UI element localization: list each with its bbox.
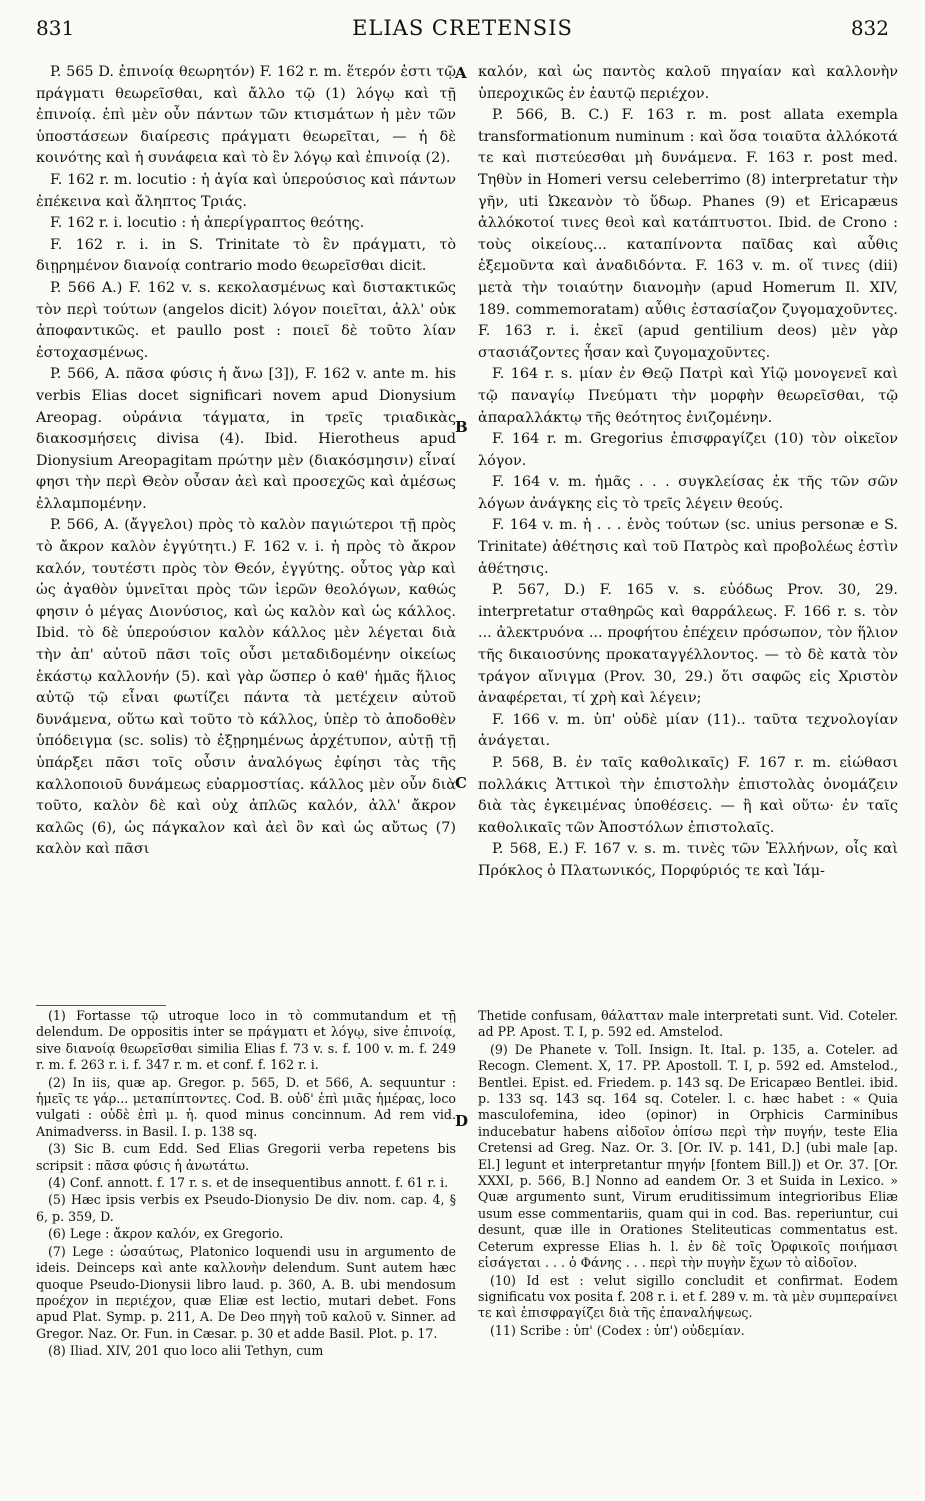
footnote: (1) Fortasse τῷ utroque loco in τὸ commutandum et τῇ delendum. De oppositis inter se πράγματι et λόγῳ, sive ἐπινοίᾳ, sive διανοίᾳ θεωρεῖσθαι similia Elias f. 73 v. s. f. 100 v. m. f. 249 r. m. f. 263 r. i. f. 347 r. m. et conf. f. 162 r. i.: [36, 1008, 456, 1073]
paragraph: καλόν, καὶ ὡς παντὸς καλοῦ πηγαίαν καὶ καλλονὴν ὑπεροχικῶς ἐν ἑαυτῷ περιέχον.: [478, 64, 898, 102]
footnotes-left: [36, 1008, 456, 1493]
paragraph: F. 162 r. i. in S. Trinitate τὸ ἓν πράγματι, τὸ διῃρημένον διανοίᾳ contrario modo θεωρεῖσθαι dicit.: [36, 236, 456, 275]
paragraph: F. 164 r. m. Gregorius ἐπισφραγίζει (10) τὸν οἰκεῖον λόγον.: [478, 431, 898, 469]
page-number-left: 831: [36, 16, 75, 40]
left-text-column: [36, 62, 456, 1000]
footnote: (9) De Phanete v. Toll. Insign. It. Ital. p. 135, a. Coteler. ad Recogn. Clement. X, 17. PP. Apostoll. T. I, p. 592 ed. Amstelod., Bentlei. Epist. ed. Friedem. p. 143 sq. De Ericapæo Bentlei. ibid. p. 133 sq. 143 sq. 164 sq. Coteler. l. c. hæc habet : « Quia masculofemina, ideo (opinor) in Orphicis Carminibus inducebatur habens αἰδοῖον ὀπίσω περὶ τὴν πυγήν, teste Elia Cretensi ad Greg. Naz. Or. 3. [Or. IV. p. 141, D.] (ubi male [ap. El.] legunt et interpretantur πηγήν [fontem Bill.]) et Or. 37. [Or. XXXI, p. 566, B.] Nonno ad eandem Or. 3 et Suida in Lexico. » Quæ argumento sunt, Virum eruditissimum integrioribus Eliæ usum esse commentariis, quam qui in cod. Bas. reperiuntur, cui desunt, quæ ille in Orationes Steliteuticas commentatus est. Ceterum expresse Elias h. l. ἐν δὲ τοῖς Ὀρφικοῖς ποιήμασι εἰσάγεται . . . ὁ Φάνης . . . περὶ τὴν πυγὴν ἔχων τὸ αἰδοῖον.: [478, 1041, 898, 1271]
footnote: (8) Iliad. XIV, 201 quo loco alii Tethyn, cum: [48, 1343, 324, 1359]
margin-marker-b: B: [455, 418, 468, 436]
right-text-column: [478, 62, 898, 1000]
page-number-right: 832: [850, 16, 889, 40]
footnote: (6) Lege : ἄκρον καλόν, ex Gregorio.: [48, 1226, 284, 1242]
footnote: (2) In iis, quæ ap. Gregor. p. 565, D. et 566, A. sequuntur : ἡμεῖς τε γάρ... μεταπίπτοντες. Cod. B. οὐδ' ἐπὶ μιᾶς ἡμέρας, loco vulgati : οὐδὲ ἐπὶ μ. ἡ. quod minus concinnum. Ad rem vid. Animadverss. in Basil. I. p. 138 sq.: [36, 1074, 456, 1139]
footnote: (11) Scribe : ὑπ' (Codex : ὑπ') οὐδεμίαν.: [490, 1322, 745, 1338]
paragraph: P. 567, D.) F. 165 v. s. εὐόδως Prov. 30, 29. interpretatur σταθηρῶς καὶ θαρράλεως. F. 166 r. s. τὸν ... ἀλεκτρυόνα ... προφήτου ἐπέχειν πρόσωπον, τὸν ἥλιον τῆς δικαιοσύνης προκαταγγέλλοντος. — τὸ δὲ κατὰ τὸν τράγον αἴνιγμα (Prov. 30, 29.) ὅτι σαφῶς εἰς Χριστὸν ἀναφέρεται, τί χρὴ καὶ λέγειν;: [478, 582, 898, 707]
paragraph: F. 164 v. m. ἡμᾶς . . . συγκλείσας ἐκ τῆς τῶν σῶν λόγων ἀνάγκης εἰς τὸ τρεῖς λέγειν θεούς.: [478, 474, 898, 512]
footnotes-right: [478, 1008, 898, 1493]
running-title: ELIAS CRETENSIS: [352, 16, 573, 40]
footnote: (7) Lege : ὡσαύτως, Platonico loquendi usu in argumento de ideis. Deinceps καὶ ante καλλονὴν delendum. Sunt autem hæc quoque Pseudo-Dionysii libro laud. p. 360, A. B. ubi mendosum προέχον in περιέχον, quæ Eliæ est lectio, mutari debet. Fons apud Plat. Symp. p. 211, A. De Deo πηγὴ τοῦ καλοῦ v. Sinner. ad Gregor. Naz. Or. Fun. in Cæsar. p. 30 et adde Basil. Plot. p. 17.: [36, 1243, 456, 1341]
paragraph: F. 166 v. m. ὑπ' οὐδὲ μίαν (11).. ταῦτα τεχνολογίαν ἀνάγεται.: [478, 711, 898, 750]
paragraph: P. 566, A. (ἄγγελοι) πρὸς τὸ καλὸν παγιώτεροι τῇ πρὸς τὸ ἄκρον καλὸν ἐγγύτητι.) F. 162 v. i. ἡ πρὸς τὸ ἄκρον καλόν, τουτέστι πρὸς τὸν Θεόν, ἐγγύτης. οὗτος γὰρ καὶ ὡς ἀγαθὸν ὑμνεῖται πρὸς τῶν ἱερῶν θεολόγων, καθώς φησιν ὁ μέγας Διονύσιος, καὶ ὡς καλὸν καὶ ὡς κάλλος. Ibid. τὸ δὲ ὑπερούσιον καλὸν κάλλος μὲν λέγεται διὰ τὴν ἀπ' αὐτοῦ πᾶσι τοῖς οὖσι μεταδιδομένην οἰκείως ἑκάστῳ καλλονήν (5). καὶ γὰρ ὥσπερ ὁ καθ' ἡμᾶς ἥλιος αὐτῷ τῷ εἶναι φωτίζει πάντα τὰ μετέχειν αὐτοῦ δυνάμενα, οὕτω καὶ τοῦτο τὸ κάλλος, ὑπὲρ τὸ ἀποδοθὲν ὑπόδειγμα (sc. solis) τὸ ἐξῃρημένως ἀρχέτυπον, αὐτῇ τῇ ὑπάρξει πᾶσι τοῖς οὖσιν ἀναλόγως ἐφίησι τὰς τῆς καλλοποιοῦ δυνάμεως εὐαρμοστίας. κάλλος μὲν οὖν διὰ τοῦτο, καλὸν δὲ καὶ οὐχ ἁπλῶς καλόν, ἀλλ' ἄκρον καλῶς (6), ὡς πάγκαλον καὶ ἀεὶ ὂν καὶ ὡς αὔτως (7) καλὸν καὶ πᾶσι: [36, 517, 456, 858]
paragraph: P. 566, A. πᾶσα φύσις ἡ ἄνω [3]), F. 162 v. ante m. his verbis Elias docet significari novem apud Dionysium Areopag. οὐράνια τάγματα, in τρεῖς τριαδικὰς διακοσμήσεις divisa (4). Ibid. Hierotheus apud Dionysium Areopagitam πρώτην μὲν (διακόσμησιν) εἶναί φησι τὴν περὶ Θεὸν οὖσαν ἀεὶ καὶ προσεχῶς καὶ ἀμέσως ἐλλαμπομένην.: [36, 366, 456, 512]
paragraph: F. 164 v. m. ἡ . . . ἑνὸς τούτων (sc. unius personæ e S. Trinitate) ἀθέτησις καὶ τοῦ Πατρὸς καὶ προβολέως ἐστὶν ἀθέτησις.: [478, 517, 898, 577]
paragraph: P. 568, E.) F. 167 v. s. m. τινὲς τῶν Ἑλλήνων, οἷς καὶ Πρόκλος ὁ Πλατωνικός, Πορφύριός τε καὶ Ἰάμ-: [478, 841, 898, 879]
margin-marker-d: D: [455, 1112, 469, 1130]
paragraph: P. 568, B. ἐν ταῖς καθολικαῖς) F. 167 r. m. εἰώθασι πολλάκις Ἀττικοὶ τὴν ἐπιστολὴν ἐπιστολὰς ὀνομάζειν διὰ τὰς ἐγκειμένας ὑποθέσεις. — ἢ καὶ οὕτω· ἐν ταῖς καθολικαῖς τῶν Ἀποστόλων ἐπιστολαῖς.: [478, 755, 898, 836]
paragraph: P. 566, B. C.) F. 163 r. m. post allata exempla transformationum numinum : καὶ ὅσα τοιαῦτα ἀλλόκοτά τε καὶ πιστεύεσθαι μὴ δυνάμενα. F. 163 r. post med. Τηθὺν in Homeri versu celeberrimo (8) interpretatur τὴν γῆν, uti Ὠκεανὸν τὸ ὕδωρ. Phanes (9) et Ericapæus ἀλλόκοτοί τινες θεοὶ καὶ κατάπτυστοι. Ibid. de Crono : τοὺς οἰκείους... καταπίνοντα παῖδας καὶ αὖθις ἐξεμοῦντα καὶ ἀναδιδόντα. F. 163 v. m. οἵ τινες (dii) μετὰ τὴν τοιαύτην διανομὴν (apud Homerum Il. XIV, 189. commemoratam) αὖθις ἐστασίαζον ζυγομαχοῦντες. F. 163 r. i. ἐκεῖ (apud gentilium deos) μὲν γὰρ στασιάζοντες ἦσαν καὶ ζυγομαχοῦντες.: [478, 107, 898, 361]
paragraph: F. 164 r. s. μίαν ἐν Θεῷ Πατρὶ καὶ Υἱῷ μονογενεῖ καὶ τῷ παναγίῳ Πνεύματι τὴν μορφὴν θεωρεῖσθαι, τῷ ἀπαραλλάκτῳ τῆς θεότητος ἐνιζομένην.: [478, 366, 898, 426]
margin-marker-a: A: [455, 64, 467, 82]
footnote: (10) Id est : velut sigillo concludit et confirmat. Eodem significatu vox posita f. 208 r. i. et f. 289 v. m. τὰ μὲν συμπεραίνει τε καὶ ἐπισφραγίζει διὰ τῆς ἐπαναλήψεως.: [478, 1272, 898, 1321]
footnote: (4) Conf. annott. f. 17 r. s. et de insequentibus annott. f. 61 r. i.: [48, 1175, 449, 1191]
footnote: Thetide confusam, θάλατταν male interpretati sunt. Vid. Coteler. ad PP. Apost. T. I, p. 592 ed. Amstelod.: [478, 1008, 898, 1040]
footnote: (3) Sic B. cum Edd. Sed Elias Gregorii verba repetens bis scripsit : πᾶσα φύσις ἡ ἀνωτάτω.: [36, 1141, 456, 1173]
paragraph: P. 566 A.) F. 162 v. s. κεκολασμένως καὶ διστακτικῶς τὸν περὶ τούτων (angelos dicit) λόγον ποιεῖται, ἀλλ' οὐκ ἀποφαντικῶς. et paullo post : ποιεῖ δὲ τοῦτο λίαν ἐστοχασμένως.: [36, 279, 456, 361]
paragraph: P. 565 D. ἐπινοίᾳ θεωρητόν) F. 162 r. m. ἕτερόν ἐστι τῷ πράγματι θεωρεῖσθαι, καὶ ἄλλο τῷ (1) λόγῳ καὶ τῇ ἐπινοίᾳ. ἐπὶ μὲν οὖν πάντων τῶν κτισμάτων ἡ μὲν τῶν ὑποστάσεων διαίρεσις πράγματι θεωρεῖται, — ἡ δὲ κοινότης καὶ ἡ συνάφεια καὶ τὸ ἓν λόγῳ καὶ ἐπινοίᾳ (2).: [36, 64, 456, 167]
footnote: (5) Hæc ipsis verbis ex Pseudo-Dionysio De div. nom. cap. 4, § 6, p. 359, D.: [36, 1192, 456, 1224]
paragraph: F. 162 r. i. locutio : ἡ ἀπερίγραπτος θεότης.: [50, 215, 365, 232]
footnote-rule: [36, 1005, 166, 1006]
page-header: [36, 16, 889, 56]
margin-marker-c: C: [455, 774, 467, 792]
paragraph: F. 162 r. m. locutio : ἡ ἁγία καὶ ὑπερούσιος καὶ πάντων ἐπέκεινα καὶ ἄληπτος Τριάς.: [36, 171, 456, 210]
